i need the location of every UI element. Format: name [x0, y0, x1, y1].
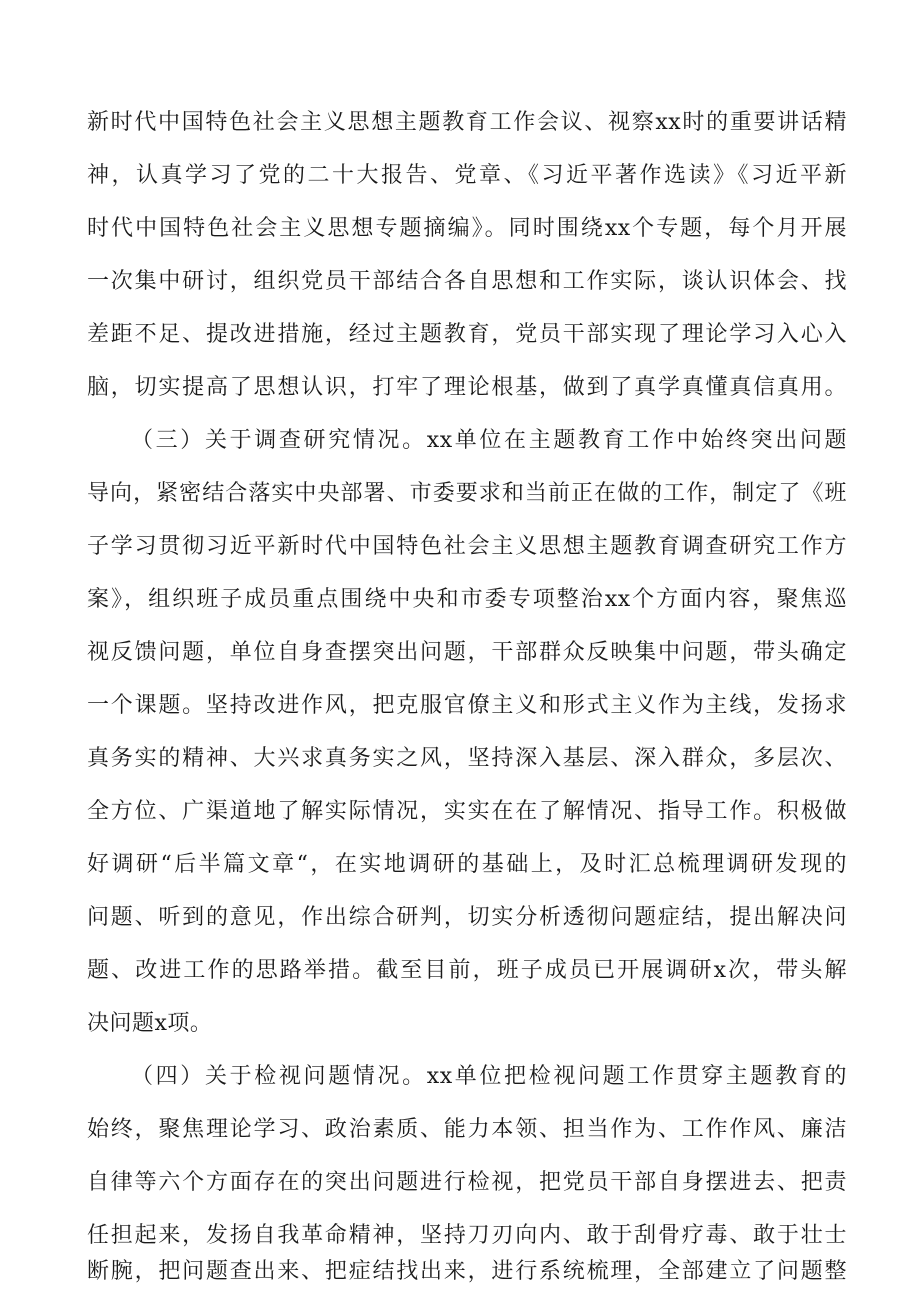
paragraph-line: 脑，切实提高了思想认识，打牢了理论根基，做到了真学真懂真信真用。 — [87, 375, 847, 400]
paragraph-line: 全方位、广渠道地了解实际情况，实实在在了解情况、指导工作。积极做 — [87, 799, 847, 824]
paragraph-line: 视反馈问题，单位自身查摆突出问题，干部群众反映集中问题，带头确定 — [87, 640, 847, 665]
paragraph-line: 案》，组织班子成员重点围绕中央和市委专项整治xx个方面内容，聚焦巡 — [87, 587, 847, 612]
paragraph-line: 题、改进工作的思路举措。截至目前，班子成员已开展调研x次，带头解 — [87, 958, 847, 983]
section-heading-line: （四）关于检视问题情况。xx单位把检视问题工作贯穿主题教育的 — [131, 1064, 847, 1089]
paragraph-line: 自律等六个方面存在的突出问题进行检视，把党员干部自身摆进去、把责 — [87, 1170, 847, 1195]
paragraph-line: 决问题x项。 — [87, 1011, 213, 1036]
paragraph-line: 好调研“后半篇文章“，在实地调研的基础上，及时汇总梳理调研发现的 — [87, 852, 847, 877]
paragraph-line: 始终，聚焦理论学习、政治素质、能力本领、担当作为、工作作风、廉洁 — [87, 1117, 847, 1142]
paragraph-line: 问题、听到的意见，作出综合研判，切实分析透彻问题症结，提出解决问 — [87, 905, 847, 930]
paragraph-line: 差距不足、提改进措施，经过主题教育，党员干部实现了理论学习入心入 — [87, 322, 847, 347]
paragraph-line: 任担起来，发扬自我革命精神，坚持刀刃向内、敢于刮骨疗毒、敢于壮士 — [87, 1223, 847, 1248]
paragraph-line: 子学习贯彻习近平新时代中国特色社会主义思想主题教育调查研究工作方 — [87, 534, 847, 559]
paragraph-line: 一个课题。坚持改进作风，把克服官僚主义和形式主义作为主线，发扬求 — [87, 693, 847, 718]
paragraph-line: 神，认真学习了党的二十大报告、党章、《习近平著作选读》《习近平新 — [87, 163, 847, 188]
paragraph-line: 导向，紧密结合落实中央部署、市委要求和当前正在做的工作，制定了《班 — [87, 481, 847, 506]
paragraph-line: 新时代中国特色社会主义思想主题教育工作会议、视察xx时的重要讲话精 — [87, 110, 847, 135]
paragraph-line: 断腕，把问题查出来、把症结找出来，进行系统梳理，全部建立了问题整 — [87, 1259, 847, 1284]
paragraph-line: 一次集中研讨，组织党员干部结合各自思想和工作实际，谈认识体会、找 — [87, 269, 847, 294]
section-heading-line: （三）关于调查研究情况。xx单位在主题教育工作中始终突出问题 — [131, 428, 847, 453]
paragraph-line: 真务实的精神、大兴求真务实之风，坚持深入基层、深入群众，多层次、 — [87, 746, 847, 771]
paragraph-line: 时代中国特色社会主义思想专题摘编》。同时围绕xx个专题，每个月开展 — [87, 216, 847, 241]
